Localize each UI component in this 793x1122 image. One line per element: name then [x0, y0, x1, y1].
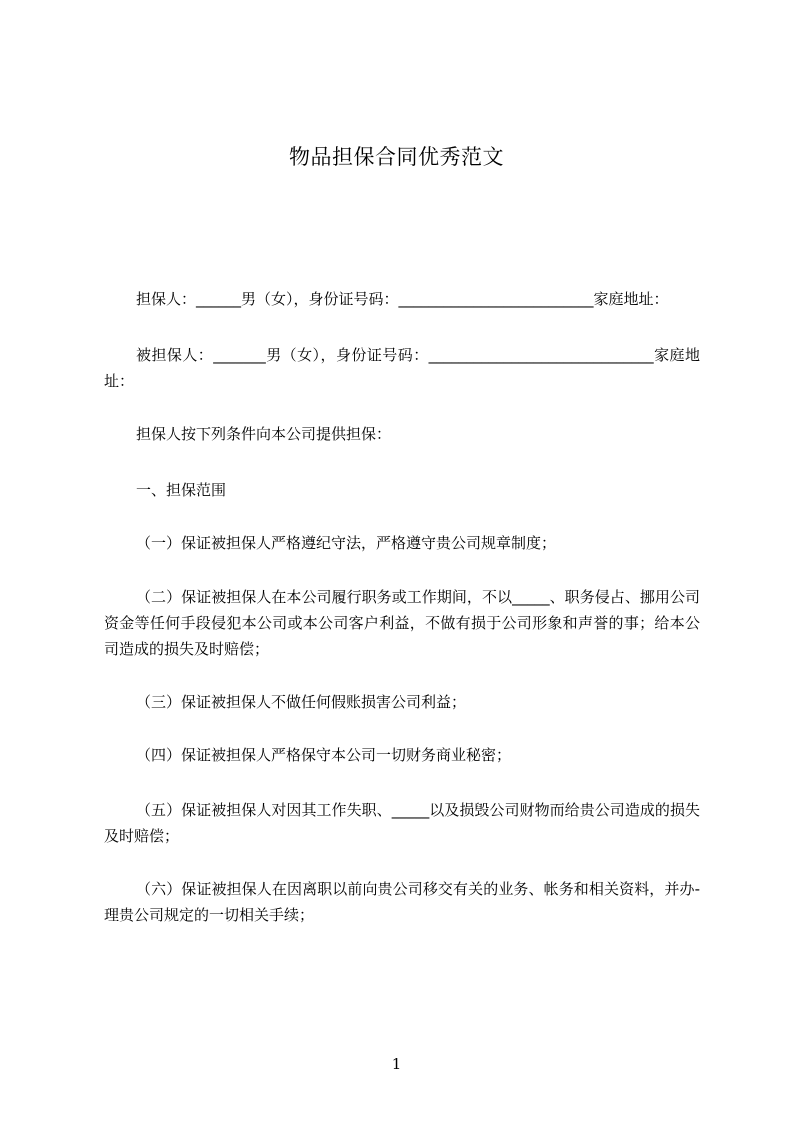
clause-three: （三）保证被担保人不做任何假账损害公司利益； — [136, 693, 467, 711]
clause-five: （五）保证被担保人对因其工作失职、_____以及损毁公司财物而给贵公司造成的损失及时赔偿； — [104, 801, 700, 845]
page-number: 1 — [391, 1055, 402, 1073]
clause-two: （二）保证被担保人在本公司履行职务或工作期间，不以_____、职务侵占、挪用公司资金等任何手段侵犯本公司或本公司客户利益，不做有损于公司形象和声誉的事；给本公司造成的损失及时赔偿； — [104, 588, 700, 658]
clause-four: （四）保证被担保人严格保守本公司一切财务商业秘密； — [136, 746, 512, 764]
clause-one: （一）保证被担保人严格遵纪守法，严格遵守贵公司规章制度； — [136, 534, 557, 552]
document-title: 物品担保合同优秀范文 — [289, 145, 504, 169]
guarantee-condition-paragraph: 担保人按下列条件向本公司提供担保： — [136, 425, 392, 443]
guaranteed-person-info-paragraph: 被担保人：_______男（女），身份证号码：______________________________家庭地址： — [104, 346, 700, 390]
guarantor-info-paragraph: 担保人：______男（女），身份证号码：__________________________家庭地址： — [136, 290, 669, 308]
clause-six: （六）保证被担保人在因离职以前向贵公司移交有关的业务、帐务和相关资料，并办-理贵公司规定的一切相关手续； — [104, 880, 700, 924]
section-heading-guarantee-scope: 一、担保范围 — [136, 481, 227, 499]
